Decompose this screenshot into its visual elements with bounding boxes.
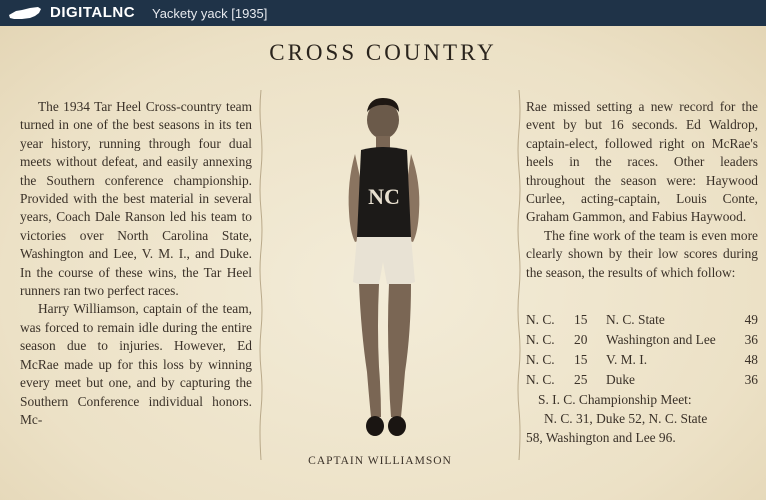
right-paragraph-1: Rae missed setting a new record for the event by but 16 seconds. Ed Waldrop, captain-elect, followed right on McRae's heels in the races. Other leaders throughout the season were: Haywood Curlee, acting-captain, Louis Conte, Graham Gammon, and Fabius Haywood. <box>526 99 758 225</box>
opponent-name: Duke <box>606 372 636 387</box>
team-name: N. C. <box>526 372 555 387</box>
result-row <box>526 330 758 350</box>
column-divider-left <box>258 90 264 460</box>
results-table <box>526 310 758 390</box>
result-row <box>526 350 758 370</box>
championship-title: S. I. C. Championship Meet: <box>538 392 692 407</box>
opponent-name: V. M. I. <box>606 352 648 367</box>
right-paragraph-2: The fine work of the team is even more clearly shown by their low scores during the season, the results of which follow: <box>526 227 758 280</box>
result-row <box>526 310 758 330</box>
document-title: Yackety yack [1935] <box>152 6 268 21</box>
team-name: N. C. <box>526 352 555 367</box>
team-score: 20 <box>574 332 588 347</box>
opponent-score: 36 <box>744 372 758 387</box>
team-name: N. C. <box>526 312 555 327</box>
column-divider-right <box>516 90 522 460</box>
north-carolina-map-icon[interactable] <box>8 5 42 21</box>
photo-caption: CAPTAIN WILLIAMSON <box>308 455 452 467</box>
opponent-name: N. C. State <box>606 312 665 327</box>
top-bar <box>0 0 766 26</box>
opponent-score: 48 <box>744 352 758 367</box>
championship-line-1: N. C. 31, Duke 52, N. C. State <box>544 411 708 426</box>
championship-line-2: 58, Washington and Lee 96. <box>526 430 676 445</box>
opponent-score: 49 <box>744 312 758 327</box>
championship-results <box>526 390 758 447</box>
captain-photo <box>303 92 453 452</box>
site-brand[interactable]: DIGITALNC <box>50 4 136 21</box>
team-name: N. C. <box>526 332 555 347</box>
team-score: 15 <box>574 352 588 367</box>
result-row <box>526 370 758 390</box>
svg-text:NC: NC <box>368 184 400 209</box>
left-text-column <box>20 98 252 429</box>
right-text-column <box>526 98 758 282</box>
team-score: 15 <box>574 312 588 327</box>
opponent-score: 36 <box>744 332 758 347</box>
left-paragraph-1: The 1934 Tar Heel Cross-country team turned in one of the best seasons in its ten year history, running through four dual meets without defeat, and easily annexing the Southern conference championship. Provided with the best material in several years, Coach Dale Ranson led his team to victories over North Carolina State, Washington and Lee, V. M. I., and Duke. In the course of these wins, the Tar Heel runners ran two perfect races. <box>20 99 252 299</box>
left-paragraph-2: Harry Williamson, captain of the team, was forced to remain idle during the entire season due to injuries. However, Ed McRae made up for this loss by winning every meet but one, and by capturing the Southern Conference individual honors. Mc- <box>20 301 252 427</box>
team-score: 25 <box>574 372 588 387</box>
page-heading: CROSS COUNTRY <box>269 40 497 65</box>
opponent-name: Washington and Lee <box>606 332 716 347</box>
